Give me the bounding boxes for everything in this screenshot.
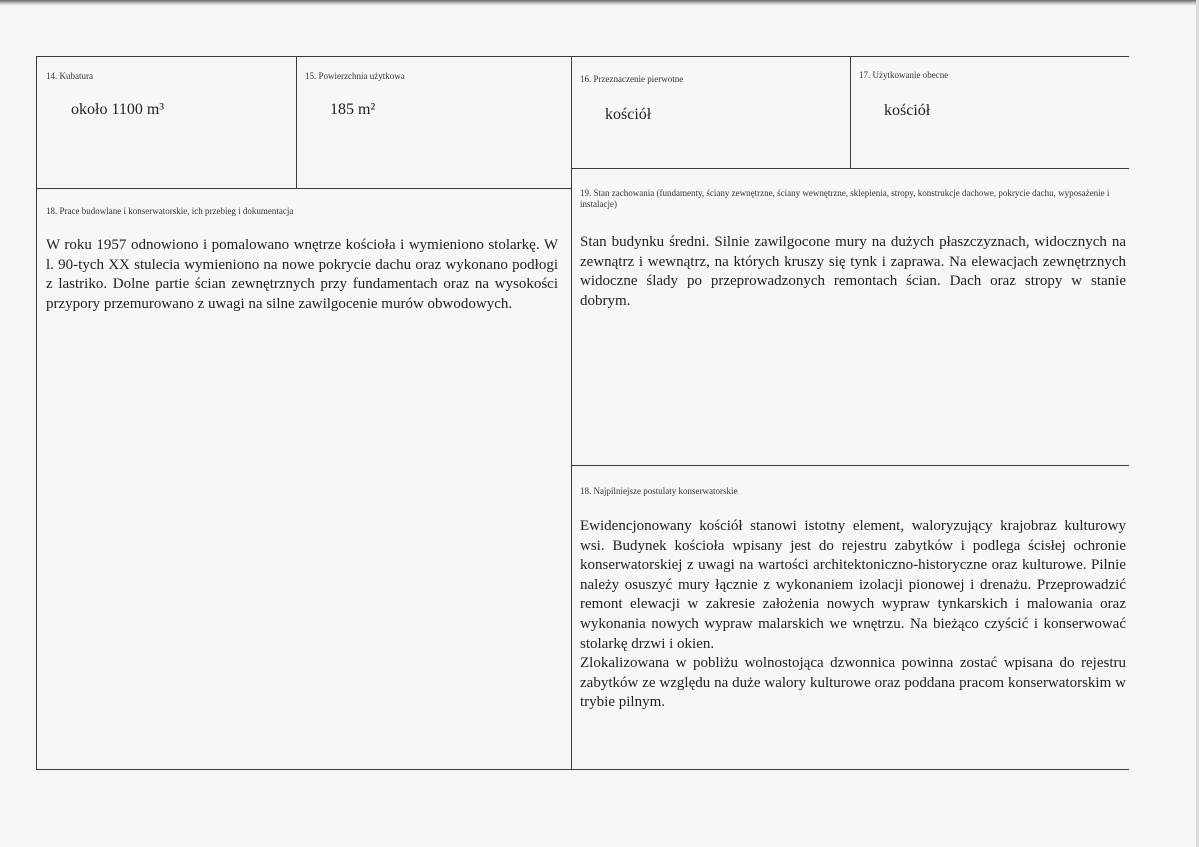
table-border-left [36,56,37,770]
table-border-bottom [36,769,1129,770]
divider-left-top-row [36,188,572,189]
postulaty-text [580,517,1126,713]
postulaty-paragraph-1: Ewidencjonowany kościół stanowi istotny element, waloryzujący krajobraz kulturowy wsi. Budynek kościoła wpisany jest do rejestru zabytków i podlega ścisłej ochronie konserwatorskiej z uwagi na wartości architektoniczno-historyczne oraz kulturowe. Pilnie należy osuszyć mury łącznie z wykonaniem izolacji pionowej i drenażu. Przeprowadzić remont elewacji w zakresie założenia nowych wypraw tynkarskich i malowania oraz wykonania nowych wypraw malarskich we wnętrzu. Na bieżąco czyścić i konserwować stolarkę drzwi i okien. [580,518,1126,652]
prace-label: 18. Prace budowlane i konserwatorskie, ich przebieg i dokumentacja [46,206,294,216]
kubatura-value: około 1100 m³ [71,101,165,118]
przeznaczenie-value: kościół [605,106,652,123]
przeznaczenie-label: 16. Przeznaczenie pierwotne [580,74,684,84]
stan-text: Stan budynku średni. Silnie zawilgocone mury na dużych płaszczyznach, widocznych na zewnątrz i wewnątrz, na których kruszy się tynk i zaprawa. Na elewacjach zewnętrznych widoczne ślady po przeprowadzonych remontach ścian. Dach oraz stropy w stanie dobrym. [580,234,1126,309]
powierzchnia-label: 15. Powierzchnia użytkowa [305,71,405,81]
table-border-top [36,56,1129,57]
divider-center [571,56,572,770]
postulaty-label: 18. Najpilniejsze postulaty konserwatorskie [580,486,738,496]
scan-shadow [0,0,1199,6]
divider-cell-16-17 [850,56,851,169]
divider-right-middle [572,465,1129,466]
uzytkowanie-label: 17. Użytkowanie obecne [859,70,949,80]
powierzchnia-value: 185 m² [330,101,376,118]
divider-cell-14-15 [296,56,297,189]
kubatura-label: 14. Kubatura [46,71,93,81]
postulaty-paragraph-2: Zlokalizowana w pobliżu wolnostojąca dzwonnica powinna zostać wpisana do rejestru zabytków ze względu na duże walory kulturowe oraz poddana pracom konserwatorskim w trybie pilnym. [580,655,1126,711]
uzytkowanie-value: kościół [884,102,931,119]
stan-label: 19. Stan zachowania (fundamenty, ściany zewnętrzne, ściany wewnętrzne, sklepienia, stropy, konstrukcje dachowe, pokrycie dachu, wyposażenie i instalacje) [580,188,1110,209]
prace-text: W roku 1957 odnowiono i pomalowano wnętrze kościoła i wymieniono stolarkę. W l. 90-tych XX stulecia wymieniono na nowe pokrycie dachu oraz wykonano podłogi z lastriko. Dolne partie ścian zewnętrznych przy fundamentach oraz na wysokości przypory przemurowano z uwagi na silne zawilgocenie murów obwodowych. [46,237,558,312]
